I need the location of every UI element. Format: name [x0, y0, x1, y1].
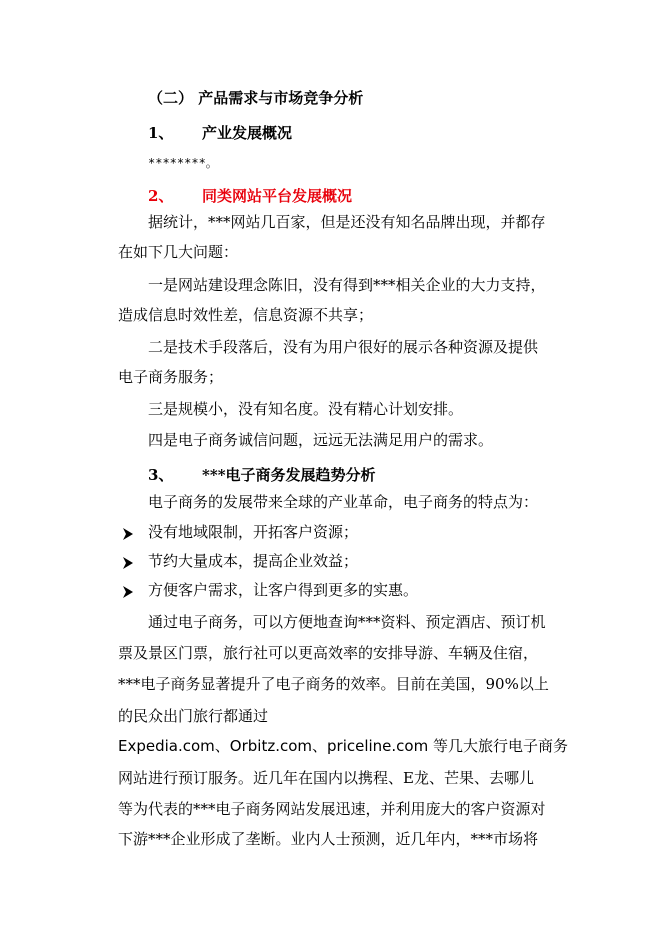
subheading-2-title: 同类网站平台发展概况 — [202, 187, 353, 205]
arrowhead-bullet-icon — [122, 524, 134, 544]
paragraph-line: 四是电子商务诚信问题，远远无法满足用户的需求。 — [148, 431, 494, 449]
subheading-2 — [148, 186, 352, 206]
bullet-item: 方便客户需求，让客户得到更多的实惠。 — [148, 581, 419, 599]
paragraph-line: 二是技术手段落后，没有为用户很好的展示各种资源及提供 — [148, 338, 539, 356]
subheading-3-number: 3、 — [148, 466, 174, 484]
subheading-1 — [148, 123, 292, 143]
paragraph-line: 等为代表的***电子商务网站发展迅速，并利用庞大的客户资源对 — [118, 800, 546, 818]
subheading-3 — [148, 465, 376, 485]
paragraph-line: 通过电子商务，可以方便地查询***资料、预定酒店、预订机 — [148, 613, 546, 631]
subheading-1-number: 1、 — [148, 124, 174, 142]
paragraph-line: 一是网站建设理念陈旧，没有得到***相关企业的大力支持， — [148, 276, 546, 294]
paragraph-line: 下游***企业形成了垄断。业内人士预测，近几年内，***市场将 — [118, 830, 539, 848]
paragraph-line: 电子商务的发展带来全球的产业革命，电子商务的特点为： — [148, 493, 539, 511]
subheading-2-number: 2、 — [148, 187, 174, 205]
arrowhead-bullet-icon — [122, 553, 134, 573]
subheading-1-title: 产业发展概况 — [202, 124, 293, 142]
section-heading: （二） 产品需求与市场竞争分析 — [148, 89, 364, 107]
bullet-item: 没有地域限制，开拓客户资源； — [148, 523, 359, 541]
subheading-1-body: ********。 — [148, 156, 218, 170]
paragraph-line: 电子商务服务； — [118, 368, 224, 386]
arrowhead-bullet-icon — [122, 582, 134, 602]
paragraph-line: 网站进行预订服务。近几年在国内以携程、E龙、芒果、去哪儿 — [118, 769, 534, 787]
paragraph-line: 三是规模小，没有知名度。没有精心计划安排。 — [148, 400, 464, 418]
paragraph-line: 票及景区门票，旅行社可以更高效率的安排导游、车辆及住宿， — [118, 644, 539, 662]
paragraph-line: Expedia.com、Orbitz.com、priceline.com 等几大旅行电子商务 — [118, 737, 568, 755]
paragraph-line: 造成信息时效性差，信息资源不共享； — [118, 306, 374, 324]
bullet-item: 节约大量成本，提高企业效益； — [148, 552, 359, 570]
paragraph-line: 的民众出门旅行都通过 — [118, 707, 269, 725]
subheading-3-title: ***电子商务发展趋势分析 — [202, 466, 376, 484]
paragraph-line: ***电子商务显著提升了电子商务的效率。目前在美国，90%以上 — [118, 675, 549, 693]
paragraph-line: 据统计，***网站几百家，但是还没有知名品牌出现，并都存 — [148, 213, 546, 231]
paragraph-line: 在如下几大问题： — [118, 243, 239, 261]
